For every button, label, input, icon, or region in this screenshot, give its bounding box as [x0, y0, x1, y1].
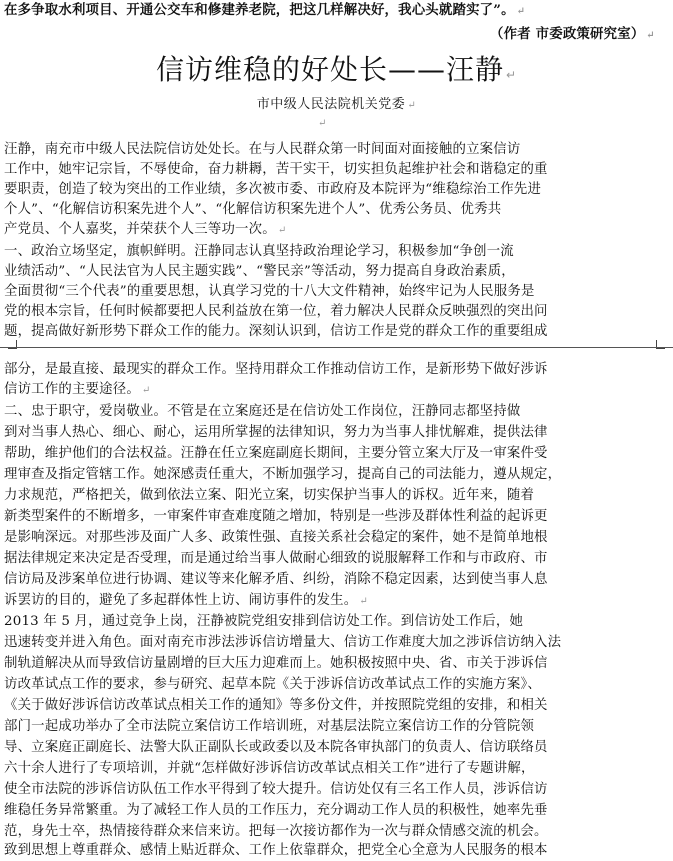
body-line: 到对当事人热心、细心、耐心，运用所掌握的法律知识，努力为当事人排忧解难，提供法律: [4, 425, 548, 440]
body-line: 信访工作的主要途径。 ↵: [4, 382, 151, 397]
body-line: 迅速转变并进入角色。面对南充市涉法涉诉信访增量大、信访工作难度大加之涉诉信访纳入法: [4, 635, 562, 650]
body-line: 制轨道解决从而导致信访量剧增的巨大压力迎难而上。她积极按照中央、省、市关于涉诉信: [4, 656, 548, 671]
article-byline: 市中级人民法院机关党委 ↵: [256, 97, 417, 112]
body-line: 理审查及指定管辖工作。她深感责任重大，不断加强学习，提高自己的司法能力，遵从规定，: [4, 467, 562, 482]
body-line: 二、忠于职守，爱岗敬业。不管是在立案庭还是在信访处工作岗位，汪静同志都坚持做: [4, 404, 521, 419]
body-line: 致到思想上尊重群众、感情上贴近群众、工作上依靠群众，把党全心全意为人民服务的根本: [4, 843, 548, 858]
body-line: 范，身先士卒，热情接待群众来信来访。把每一次接访都作为一次与群众情感交流的机会。: [4, 824, 548, 839]
body-line: 2013 年 5 月，通过竞争上岗，汪静被院党组安排到信访处工作。到信访处工作后，她: [4, 614, 524, 629]
body-line: 党的根本宗旨，任何时候都要把人民利益放在第一位，着力解决人民群众反映强烈的突出问: [4, 304, 548, 319]
paragraph-mark: ↵: [516, 6, 526, 17]
body-line: 力求规范，严格把关，做到依法立案、阳光立案，切实保护当事人的诉权。近年来，随着: [4, 488, 535, 503]
author-line: （作者 市委政策研究室） ↵: [490, 26, 655, 42]
paragraph-mark: ↵: [141, 385, 151, 396]
body-line: 据法律规定来决定是否受理，而是通过给当事人做耐心细致的说服解释工作和与市政府、市: [4, 551, 548, 566]
page-break-line: [0, 347, 673, 348]
paragraph-mark: ↵: [505, 68, 518, 82]
body-line: 要职责，创造了较为突出的工作业绩，多次被市委、市政府及本院评为“维稳综治工作先进: [4, 182, 542, 197]
body-line: 产党员、个人嘉奖，并荣获个人三等功一次。 ↵: [4, 222, 287, 237]
body-line: 汪静，南充市中级人民法院信访处处长。在与人民群众第一时间面对面接触的立案信访: [4, 142, 521, 157]
body-line: 个人”、“化解信访积案先进个人”、“化解信访积案先进个人”、优秀公务员、优秀共: [4, 202, 502, 217]
body-line: 信访局及涉案单位进行协调、建议等来化解矛盾、纠纷，消除不稳定因素，达到使当事人息: [4, 572, 548, 587]
body-line: 帮助，维护他们的合法权益。汪静在任立案庭副庭长期间，主要分管立案大厅及一审案件受: [4, 446, 548, 461]
body-line: 工作中，她牢记宗旨，不辱使命，奋力耕耨，苦干实干，切实担负起维护社会和谐稳定的重: [4, 162, 548, 177]
paragraph-mark: ↵: [407, 100, 417, 111]
article-title: 信访维稳的好处长——汪静 ↵: [155, 53, 518, 86]
body-line: 是影响深远。对那些涉及面广人多、政策性强、直接关系社会稳定的案件，她不是简单地根: [4, 530, 548, 545]
body-line: 部门一起成功举办了全市法院立案信访工作培训班，对基层法院立案信访工作的分管院领: [4, 719, 535, 734]
body-line: 维稳任务异常繁重。为了减轻工作人员的工作压力，充分调动工作人员的积极性，她率先垂: [4, 803, 548, 818]
body-line: 六十余人进行了专项培训，并就“怎样做好涉诉信访改革试点相关工作”进行了专题讲解，: [4, 761, 535, 776]
paragraph-mark: ↵: [646, 30, 655, 41]
body-line: 部分，是最直接、最现实的群众工作。坚持用群众工作推动信访工作，是新形势下做好涉诉: [4, 362, 548, 377]
body-line: 导、立案庭正副庭长、法警大队正副队长或政委以及本院各审执部门的负责人、信访联络员: [4, 740, 548, 755]
paragraph-mark: ↵: [277, 225, 287, 236]
blank-paragraph-mark: ↵: [318, 118, 327, 129]
body-line: 新类型案件的不断增多，一审案件审查难度随之增加，特别是一些涉及群体性利益的起诉更: [4, 509, 548, 524]
body-line: 访改革试点工作的要求，参与研究、起草本院《关于涉诉信访改革试点工作的实施方案》、: [4, 677, 541, 692]
body-line: 题，提高做好新形势下群众工作的能力。深刻认识到，信访工作是党的群众工作的重要组成: [4, 324, 548, 339]
body-line: 使全市法院的涉诉信访队伍工作水平得到了较大提升。信访处仅有三名工作人员，涉诉信访: [4, 782, 548, 797]
body-line: 《关于做好涉诉信访改革试点相关工作的通知》等多份文件，并按照院党组的安排，和相关: [4, 698, 548, 713]
body-line: 一、政治立场坚定，旗帜鲜明。汪静同志认真坚持政治理论学习，积极参加“争创一流: [4, 244, 514, 259]
body-line: 全面贯彻“三个代表”的重要思想，认真学习党的十八大文件精神，始终牢记为人民服务是: [4, 284, 535, 299]
body-line: 业绩活动”、“人民法官为人民主题实践”、“警民亲”等活动，努力提高自身政治素质，: [4, 264, 515, 279]
paragraph-mark: ↵: [359, 596, 368, 607]
header-quote-line: 在多争取水利项目、开通公交车和修建养老院，把这几样解决好，我心头就踏实了”。 ↵: [4, 2, 526, 18]
body-line: 诉罢访的目的，避免了多起群体性上访、闹访事件的发生。 ↵: [4, 593, 368, 608]
